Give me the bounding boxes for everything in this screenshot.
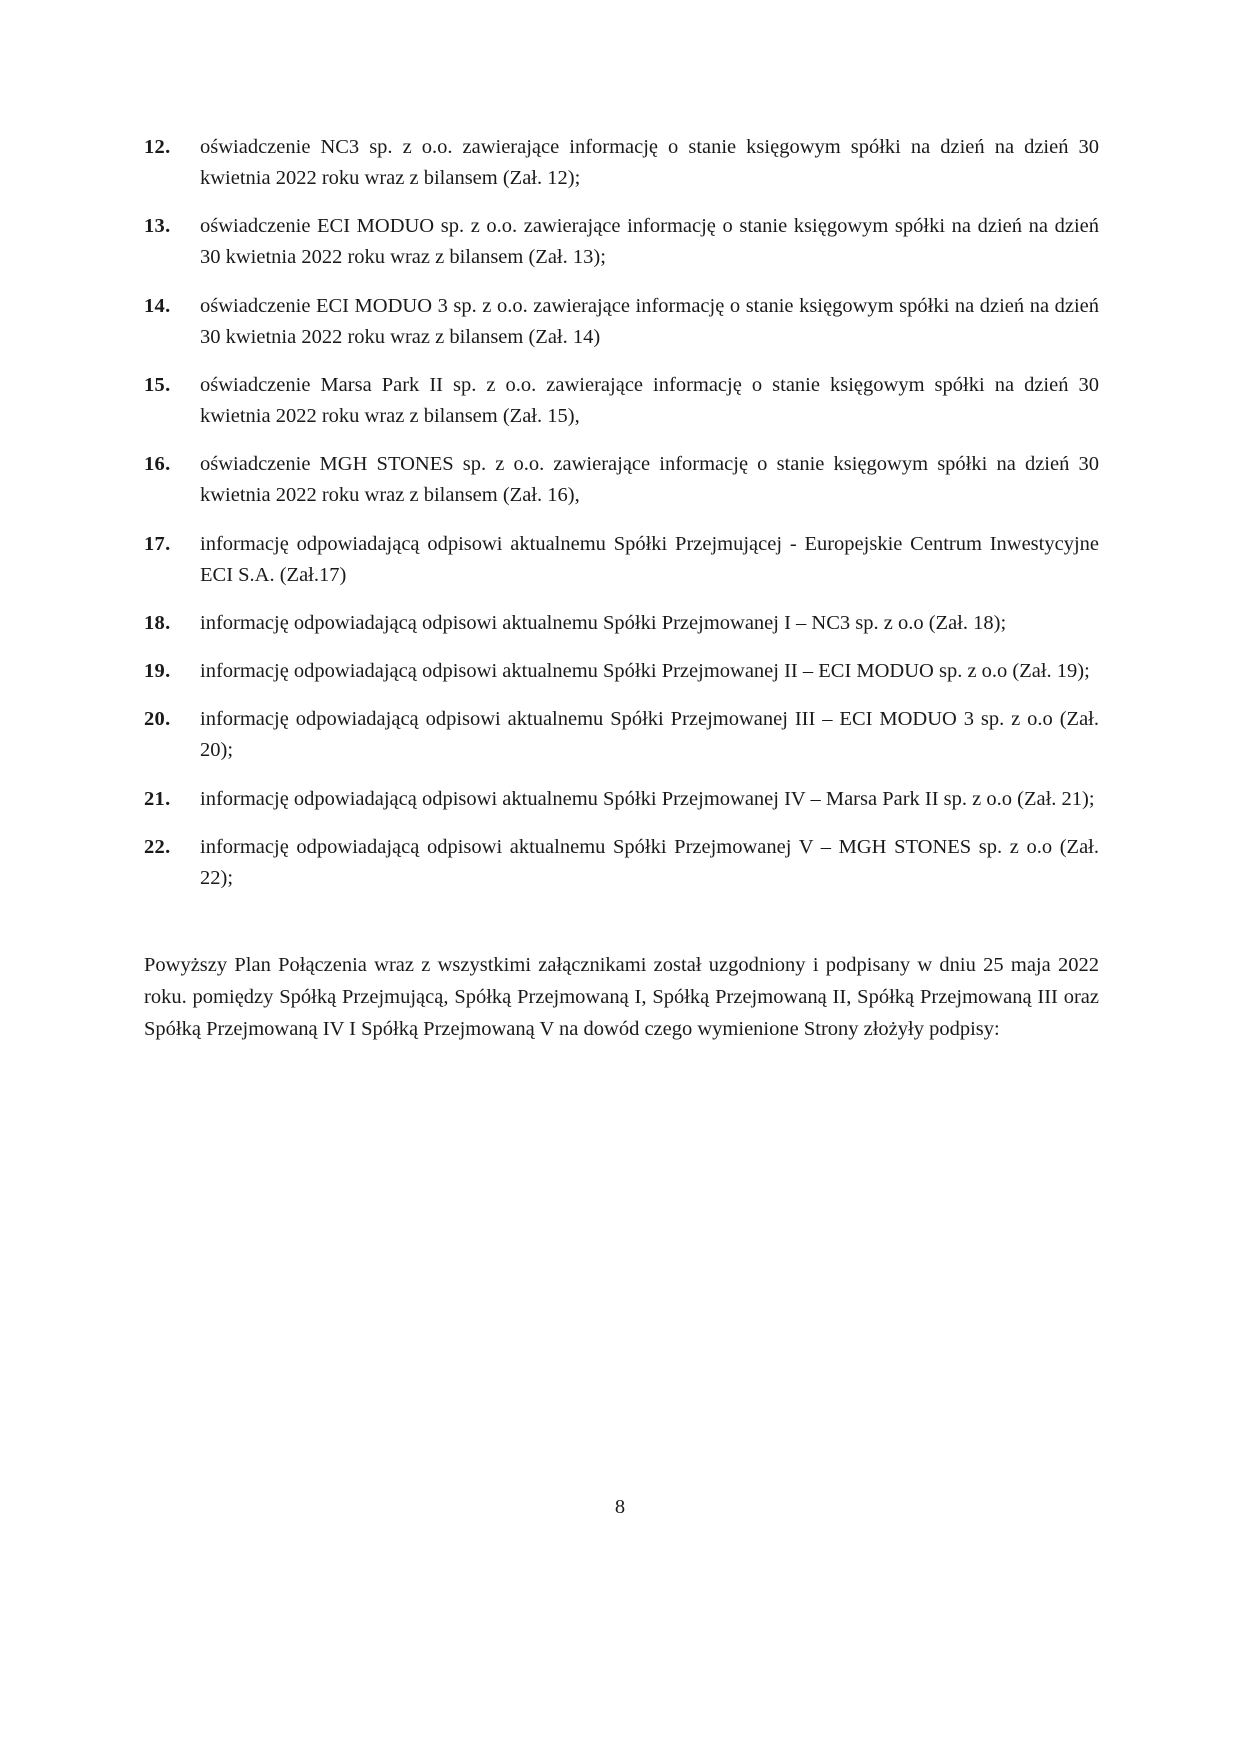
list-item-text: informację odpowiadającą odpisowi aktualnemu Spółki Przejmowanej V – MGH STONES sp. z o.o (Zał. 22); bbox=[200, 835, 1099, 889]
list-item-text: oświadczenie ECI MODUO sp. z o.o. zawierające informację o stanie księgowym spółki na dzień na dzień 30 kwietnia 2022 roku wraz z bilansem (Zał. 13); bbox=[200, 215, 1099, 269]
list-item-number: 18. bbox=[144, 611, 171, 634]
list-item-number: 16. bbox=[144, 453, 171, 476]
list-item bbox=[144, 832, 1099, 894]
list-item-number: 12. bbox=[144, 136, 171, 158]
list-item bbox=[144, 784, 1099, 815]
list-item-text: informację odpowiadającą odpisowi aktualnemu Spółki Przejmowanej II – ECI MODUO sp. z o.o (Zał. 19); bbox=[200, 660, 1090, 683]
list-item-number: 14. bbox=[144, 294, 171, 317]
closing-paragraph: Powyższy Plan Połączenia wraz z wszystkimi załącznikami został uzgodniony i podpisany w dniu 25 maja 2022 roku. pomiędzy Spółką Przejmującą, Spółką Przejmowaną I, Spółką Przejmowaną II, Spółką Przejmowaną III oraz Spółką Przejmowaną IV I Spółką Przejmowaną V na dowód czego wymienione Strony złożyły podpisy: bbox=[144, 953, 1099, 1040]
list-item-number: 13. bbox=[144, 215, 171, 238]
list-item bbox=[144, 291, 1099, 353]
list-item-text: informację odpowiadającą odpisowi aktualnemu Spółki Przejmowanej I – NC3 sp. z o.o (Zał. 18); bbox=[200, 611, 1007, 634]
list-item-text: oświadczenie Marsa Park II sp. z o.o. zawierające informację o stanie księgowym spółki na dzień 30 kwietnia 2022 roku wraz z bilansem (Zał. 15), bbox=[200, 373, 1099, 428]
list-item-number: 19. bbox=[144, 660, 171, 683]
list-item bbox=[144, 608, 1099, 639]
list-item-number: 20. bbox=[144, 708, 171, 731]
list-item-text: informację odpowiadającą odpisowi aktualnemu Spółki Przejmującej - Europejskie Centrum Inwestycyjne ECI S.A. (Zał.17) bbox=[200, 532, 1099, 586]
list-item-number: 22. bbox=[144, 835, 171, 858]
list-item bbox=[144, 132, 1099, 194]
list-item bbox=[144, 656, 1099, 687]
list-item bbox=[144, 370, 1099, 432]
list-item bbox=[144, 704, 1099, 766]
list-item bbox=[144, 449, 1099, 511]
list-item-number: 15. bbox=[144, 373, 171, 396]
list-item-text: informację odpowiadającą odpisowi aktualnemu Spółki Przejmowanej III – ECI MODUO 3 sp. z o.o (Zał. 20); bbox=[200, 708, 1099, 762]
document-body bbox=[144, 132, 1099, 1066]
list-item-number: 21. bbox=[144, 787, 171, 810]
list-item-text: oświadczenie MGH STONES sp. z o.o. zawierające informację o stanie księgowym spółki na dzień 30 kwietnia 2022 roku wraz z bilansem (Zał. 16), bbox=[200, 453, 1099, 507]
list-item bbox=[144, 211, 1099, 273]
list-item-text: oświadczenie NC3 sp. z o.o. zawierające informację o stanie księgowym spółki na dzień na dzień 30 kwietnia 2022 roku wraz z bilansem (Zał. 12); bbox=[200, 136, 1099, 190]
list-item-number: 17. bbox=[144, 532, 171, 555]
list-item-text: informację odpowiadającą odpisowi aktualnemu Spółki Przejmowanej IV – Marsa Park II sp. z o.o (Zał. 21); bbox=[200, 787, 1095, 810]
list-item-text: oświadczenie ECI MODUO 3 sp. z o.o. zawierające informację o stanie księgowym spółki na dzień na dzień 30 kwietnia 2022 roku wraz z bilansem (Zał. 14) bbox=[200, 294, 1099, 348]
page-number: 8 bbox=[614, 1496, 626, 1518]
list-item bbox=[144, 529, 1099, 591]
attachments-list bbox=[144, 132, 1099, 894]
